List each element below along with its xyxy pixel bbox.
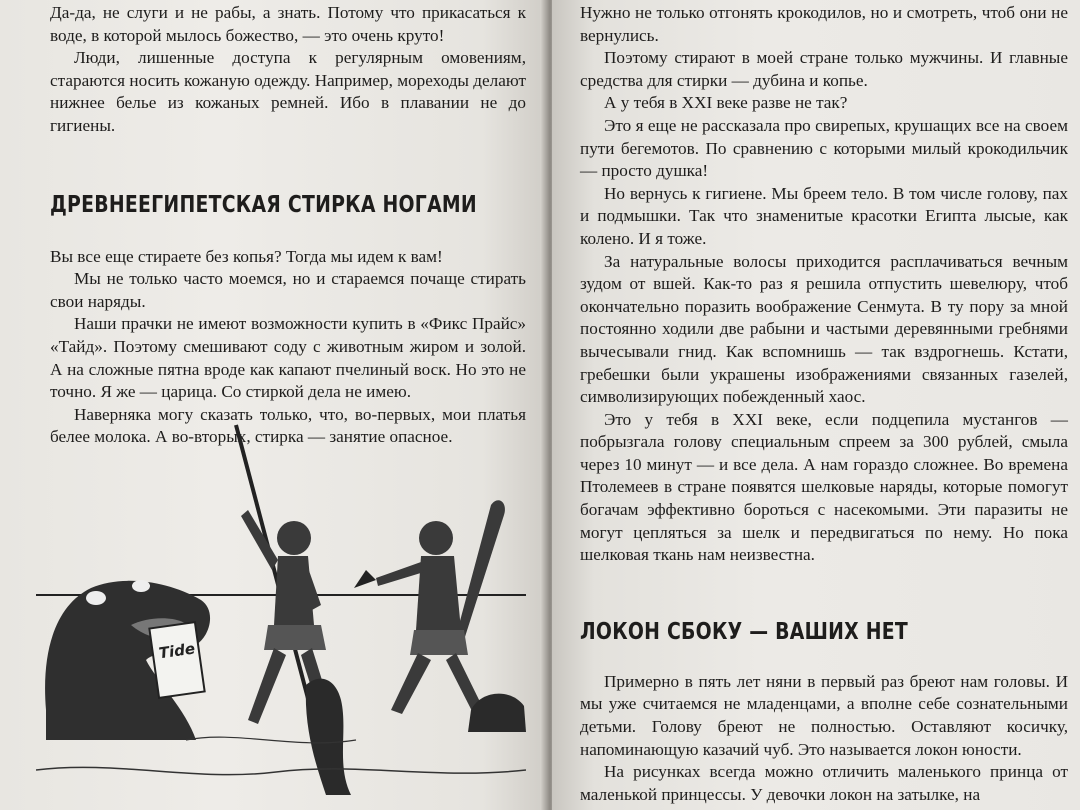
section-heading: ЛОКОН СБОКУ — ВАШИХ НЕТ xyxy=(580,618,909,645)
paragraph: Поэтому стирают в моей стране только мужчины. И главные средства для стирки — дубина и копье. xyxy=(580,48,1068,90)
right-top-text xyxy=(580,2,1068,567)
paragraph: Но вернусь к гигиене. Мы бреем тело. В том числе голову, пах и подмышки. Так что знаменитые красотки Египта лысые, как колено. И я тоже. xyxy=(580,183,1068,248)
section-heading: ДРЕВНЕЕГИПЕТСКАЯ СТИРКА НОГАМИ xyxy=(50,191,477,218)
paragraph: Наши прачки не имеют возможности купить в «Фикс Прайс» «Тайд». Поэтому смешивают соду с животным жиром и золой. А на сложные пятна вроде как капают пчелиный воск. Но это не точно. Я же — царица. Со стиркой дела не имею. xyxy=(50,314,526,402)
crocodile-figure xyxy=(306,679,351,795)
paragraph: Нужно не только отгонять крокодилов, но и смотреть, чтоб они не вернулись. xyxy=(580,3,1068,45)
paragraph: Да-да, не слуги и не рабы, а знать. Потому что прикасаться к воде, в которой мылось божество, — это очень круто! xyxy=(50,3,526,45)
left-top-text xyxy=(50,2,526,138)
paragraph: На рисунках всегда можно отличить маленького принца от маленькой принцессы. У девочки локон на затылке, на xyxy=(580,762,1068,804)
paragraph: А у тебя в XXI веке разве не так? xyxy=(604,93,848,113)
paragraph: За натуральные волосы приходится расплачиваться вечным зудом от вшей. Как-то раз я решила отпустить шевелюру, чтоб окончательно поразить воображение Сенмута. В ту пору за мной постоянно ходили две рабыни и частыми деревянными гребнями вычесывали гнид. Как вспомнишь — так вздрогнешь. Кстати, гребешки были украшены изображениями связанных газелей, символизирующих побежденный хаос. xyxy=(580,251,1068,407)
man-with-club-figure xyxy=(354,500,505,715)
right-page xyxy=(552,0,1080,810)
paragraph: Примерно в пять лет няни в первый раз бреют нам головы. И мы уже считаемся не младенцами, а вполне себе сознательными детьми. Голову бреют не полностью. Оставляют косичку, напоминающую казачий чуб. Это называется локон юности. xyxy=(580,671,1068,759)
paragraph: Это я еще не рассказала про свирепых, крушащих все на своем пути бегемотов. По сравнению с которыми милый крокодильчик — просто душка! xyxy=(580,115,1068,181)
paragraph: Вы все еще стираете без копья? Тогда мы идем к вам! xyxy=(50,246,443,266)
washing-scene-illustration xyxy=(36,410,526,810)
paragraph: Люди, лишенные доступа к регулярным омовениям, стараются носить кожаную одежду. Например, мореходы делают нижнее белье из кожаных ремней. Ибо в плавании не до гигиены. xyxy=(50,48,526,135)
paragraph: Наверняка могу сказать только, что, во-первых, мои платья белее молока. А во-вторых, стирка — занятие опасное. xyxy=(50,404,526,447)
tide-box-label: Tide xyxy=(157,639,197,663)
tide-box xyxy=(149,622,204,698)
paragraph: Мы не только часто моемся, но и стараемся почаще стирать свои наряды. xyxy=(50,269,526,311)
right-section-text xyxy=(580,671,1068,807)
paragraph: Это у тебя в XXI веке, если подцепила мустангов — побрызгала голову специальным спреем за 300 рублей, смыла через 10 минут — и все дела. А нам гораздо сложнее. Во времена Птолемеев в стране появятся шелковые наряды, которые помогут богачам эффективно бороться с насекомыми. Эти паразиты не могут цепляться за шелк и передвигаться по нему. Но пока шелковая ткань нам неизвестна. xyxy=(580,409,1068,565)
